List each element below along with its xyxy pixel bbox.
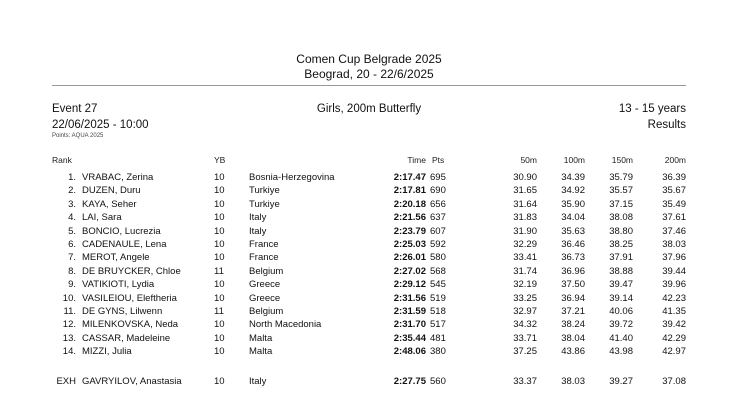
cell-s50: 37.25 [513,346,537,358]
table-row [0,239,738,252]
cell-name: KAYA, Seher [82,198,137,210]
cell-time: 2:48.06 [393,346,426,358]
column-header-150m: 150m [611,155,633,165]
table-row [0,226,738,239]
cell-s200: 37.61 [662,212,686,224]
cell-s50: 30.90 [513,172,537,183]
cell-yb: 10 [214,376,225,387]
cell-name: VASILEIOU, Eleftheria [82,292,177,304]
event-age-group: 13 - 15 years [618,103,686,115]
table-row [0,333,738,346]
cell-s100: 37.21 [561,306,585,317]
column-header-yb: YB [214,155,226,165]
cell-name: MEROT, Angele [82,252,150,264]
cell-s50: 31.74 [513,265,537,277]
cell-name: VRABAC, Zerina [82,172,154,183]
cell-yb: 10 [214,172,225,183]
cell-club: Malta [249,346,273,358]
cell-pts: 656 [430,198,446,210]
cell-time: 2:26.01 [393,252,426,264]
cell-yb: 10 [214,279,225,291]
cell-s100: 38.03 [561,376,585,387]
cell-club: France [249,239,279,250]
cell-s100: 37.50 [561,279,585,291]
cell-rank: 3. [68,198,76,210]
cell-rank: 4. [68,212,76,224]
cell-s150: 43.98 [609,346,633,358]
cell-yb: 10 [214,225,225,237]
cell-pts: 517 [430,319,446,331]
cell-s200: 35.67 [662,185,686,197]
cell-pts: 607 [430,225,446,237]
cell-rank: 2. [68,185,76,197]
cell-time: 2:31.70 [393,319,426,331]
event-name: Girls, 200m Butterfly [316,103,422,115]
cell-yb: 10 [214,212,225,224]
cell-s200: 42.97 [662,346,686,358]
cell-club: France [249,252,279,264]
cell-time: 2:29.12 [393,279,426,291]
cell-name: VATIKIOTI, Lydia [82,279,155,291]
cell-club: Malta [249,332,273,344]
cell-club: Italy [249,225,267,237]
cell-name: CADENAULE, Lena [82,239,167,250]
cell-s100: 35.63 [561,225,585,237]
cell-s150: 38.88 [609,265,633,277]
cell-time: 2:17.81 [393,185,426,197]
cell-s50: 31.83 [513,212,537,224]
cell-name: DE GYNS, Lilwenn [82,306,163,317]
cell-s100: 38.24 [561,319,585,331]
points-note: Points: AQUA 2025 [52,133,104,139]
cell-pts: 592 [430,239,446,250]
cell-rank: 12. [62,319,76,331]
cell-s200: 36.39 [662,172,686,183]
event-number: Event 27 [52,103,98,115]
cell-rank: 13. [62,332,76,344]
cell-rank: 9. [68,279,76,291]
table-row [0,306,738,319]
cell-rank: 10. [62,292,76,304]
cell-rank: 8. [68,265,76,277]
cell-time: 2:31.59 [393,306,426,317]
cell-s100: 35.90 [561,198,585,210]
table-row [0,346,738,359]
cell-s50: 33.37 [513,376,537,387]
cell-s50: 32.97 [513,306,537,317]
cell-s50: 34.32 [513,319,537,331]
cell-pts: 695 [430,172,446,183]
meet-venue-dates: Beograd, 20 - 22/6/2025 [304,67,434,81]
cell-s150: 38.80 [609,225,633,237]
cell-s100: 36.46 [561,239,585,250]
cell-s50: 31.64 [513,198,537,210]
table-row [0,212,738,225]
cell-club: North Macedonia [249,319,322,331]
table-row [0,376,738,389]
event-datetime: 22/06/2025 - 10:00 [52,119,149,131]
cell-s150: 37.91 [609,252,633,264]
cell-yb: 10 [214,239,225,250]
cell-time: 2:21.56 [393,212,426,224]
cell-yb: 10 [214,185,225,197]
cell-name: GAVRYILOV, Anastasia [82,376,182,387]
table-row [0,252,738,265]
table-row [0,279,738,292]
cell-s200: 37.96 [662,252,686,264]
cell-time: 2:25.03 [393,239,426,250]
cell-s200: 39.42 [662,319,686,331]
cell-pts: 380 [430,346,446,358]
cell-s200: 42.29 [662,332,686,344]
cell-s200: 35.49 [662,198,686,210]
cell-s150: 39.72 [609,319,633,331]
cell-pts: 580 [430,252,446,264]
cell-s150: 40.06 [609,306,633,317]
cell-name: MILENKOVSKA, Neda [82,319,179,331]
cell-time: 2:17.47 [393,172,426,183]
cell-s50: 31.90 [513,225,537,237]
cell-yb: 10 [214,198,225,210]
cell-s150: 35.57 [609,185,633,197]
meet-title: Comen Cup Belgrade 2025 [296,52,442,66]
cell-club: Greece [249,292,281,304]
cell-pts: 518 [430,306,446,317]
column-header-100m: 100m [563,155,585,165]
cell-s150: 35.79 [609,172,633,183]
cell-rank: 7. [68,252,76,264]
cell-s100: 38.04 [561,332,585,344]
cell-time: 2:31.56 [393,292,426,304]
cell-s100: 34.04 [561,212,585,224]
cell-yb: 10 [214,319,225,331]
cell-yb: 10 [214,346,225,358]
cell-rank: 5. [68,225,76,237]
cell-s200: 37.08 [662,376,686,387]
cell-time: 2:35.44 [393,332,426,344]
cell-pts: 690 [430,185,446,197]
column-header-time: Time [407,155,426,165]
cell-name: CASSAR, Madeleine [82,332,171,344]
cell-pts: 481 [430,332,446,344]
column-header-pts: Pts [432,155,445,165]
table-row [0,199,738,212]
cell-club: Greece [249,279,281,291]
cell-yb: 10 [214,292,225,304]
cell-s100: 36.94 [561,292,585,304]
cell-yb: 10 [214,332,225,344]
cell-pts: 560 [430,376,446,387]
cell-club: Turkiye [249,185,280,197]
cell-pts: 568 [430,265,446,277]
column-header-50m: 50m [520,155,537,165]
cell-club: Belgium [249,306,284,317]
cell-pts: 545 [430,279,446,291]
table-row [0,266,738,279]
cell-s150: 38.08 [609,212,633,224]
cell-club: Belgium [249,265,284,277]
cell-rank: 1. [68,172,76,183]
cell-time: 2:23.79 [393,225,426,237]
cell-s200: 37.46 [662,225,686,237]
cell-pts: 637 [430,212,446,224]
cell-s150: 41.40 [609,332,633,344]
cell-s200: 38.03 [662,239,686,250]
table-row [0,293,738,306]
cell-yb: 11 [214,265,224,277]
cell-time: 2:20.18 [393,198,426,210]
cell-time: 2:27.02 [393,265,426,277]
cell-s50: 32.19 [513,279,537,291]
cell-name: LAI, Sara [82,212,122,224]
cell-s50: 33.71 [513,332,537,344]
cell-yb: 11 [214,306,224,317]
cell-s100: 43.86 [561,346,585,358]
cell-name: DUZEN, Duru [82,185,141,197]
cell-time: 2:27.75 [393,376,426,387]
table-row [0,185,738,198]
cell-s150: 39.47 [609,279,633,291]
cell-s100: 34.92 [561,185,585,197]
cell-club: Turkiye [249,198,280,210]
cell-pts: 519 [430,292,446,304]
cell-s100: 36.96 [561,265,585,277]
cell-s150: 38.25 [609,239,633,250]
cell-s200: 42.23 [662,292,686,304]
table-row [0,319,738,332]
cell-name: MIZZI, Julia [82,346,132,358]
cell-s100: 36.73 [561,252,585,264]
cell-rank: 6. [68,239,76,250]
cell-yb: 10 [214,252,225,264]
cell-name: DE BRUYCKER, Chloe [82,265,181,277]
cell-s100: 34.39 [561,172,585,183]
cell-club: Italy [249,376,267,387]
cell-s150: 37.15 [609,198,633,210]
cell-club: Italy [249,212,267,224]
cell-s150: 39.27 [609,376,633,387]
cell-rank: 14. [62,346,76,358]
header-divider [52,85,686,86]
cell-s50: 31.65 [513,185,537,197]
cell-s50: 33.41 [513,252,537,264]
column-header-200m: 200m [664,155,686,165]
cell-s50: 33.25 [513,292,537,304]
cell-s50: 32.29 [513,239,537,250]
cell-s200: 39.96 [662,279,686,291]
cell-s200: 41.35 [662,306,686,317]
cell-s200: 39.44 [662,265,686,277]
cell-club: Bosnia-Herzegovina [249,172,335,183]
column-header-rank: Rank [52,155,72,165]
table-row [0,172,738,185]
event-status: Results [647,119,686,131]
cell-rank: 11. [63,306,76,317]
cell-s150: 39.14 [609,292,633,304]
cell-name: BONCIO, Lucrezia [82,225,161,237]
cell-rank: EXH [56,376,76,387]
